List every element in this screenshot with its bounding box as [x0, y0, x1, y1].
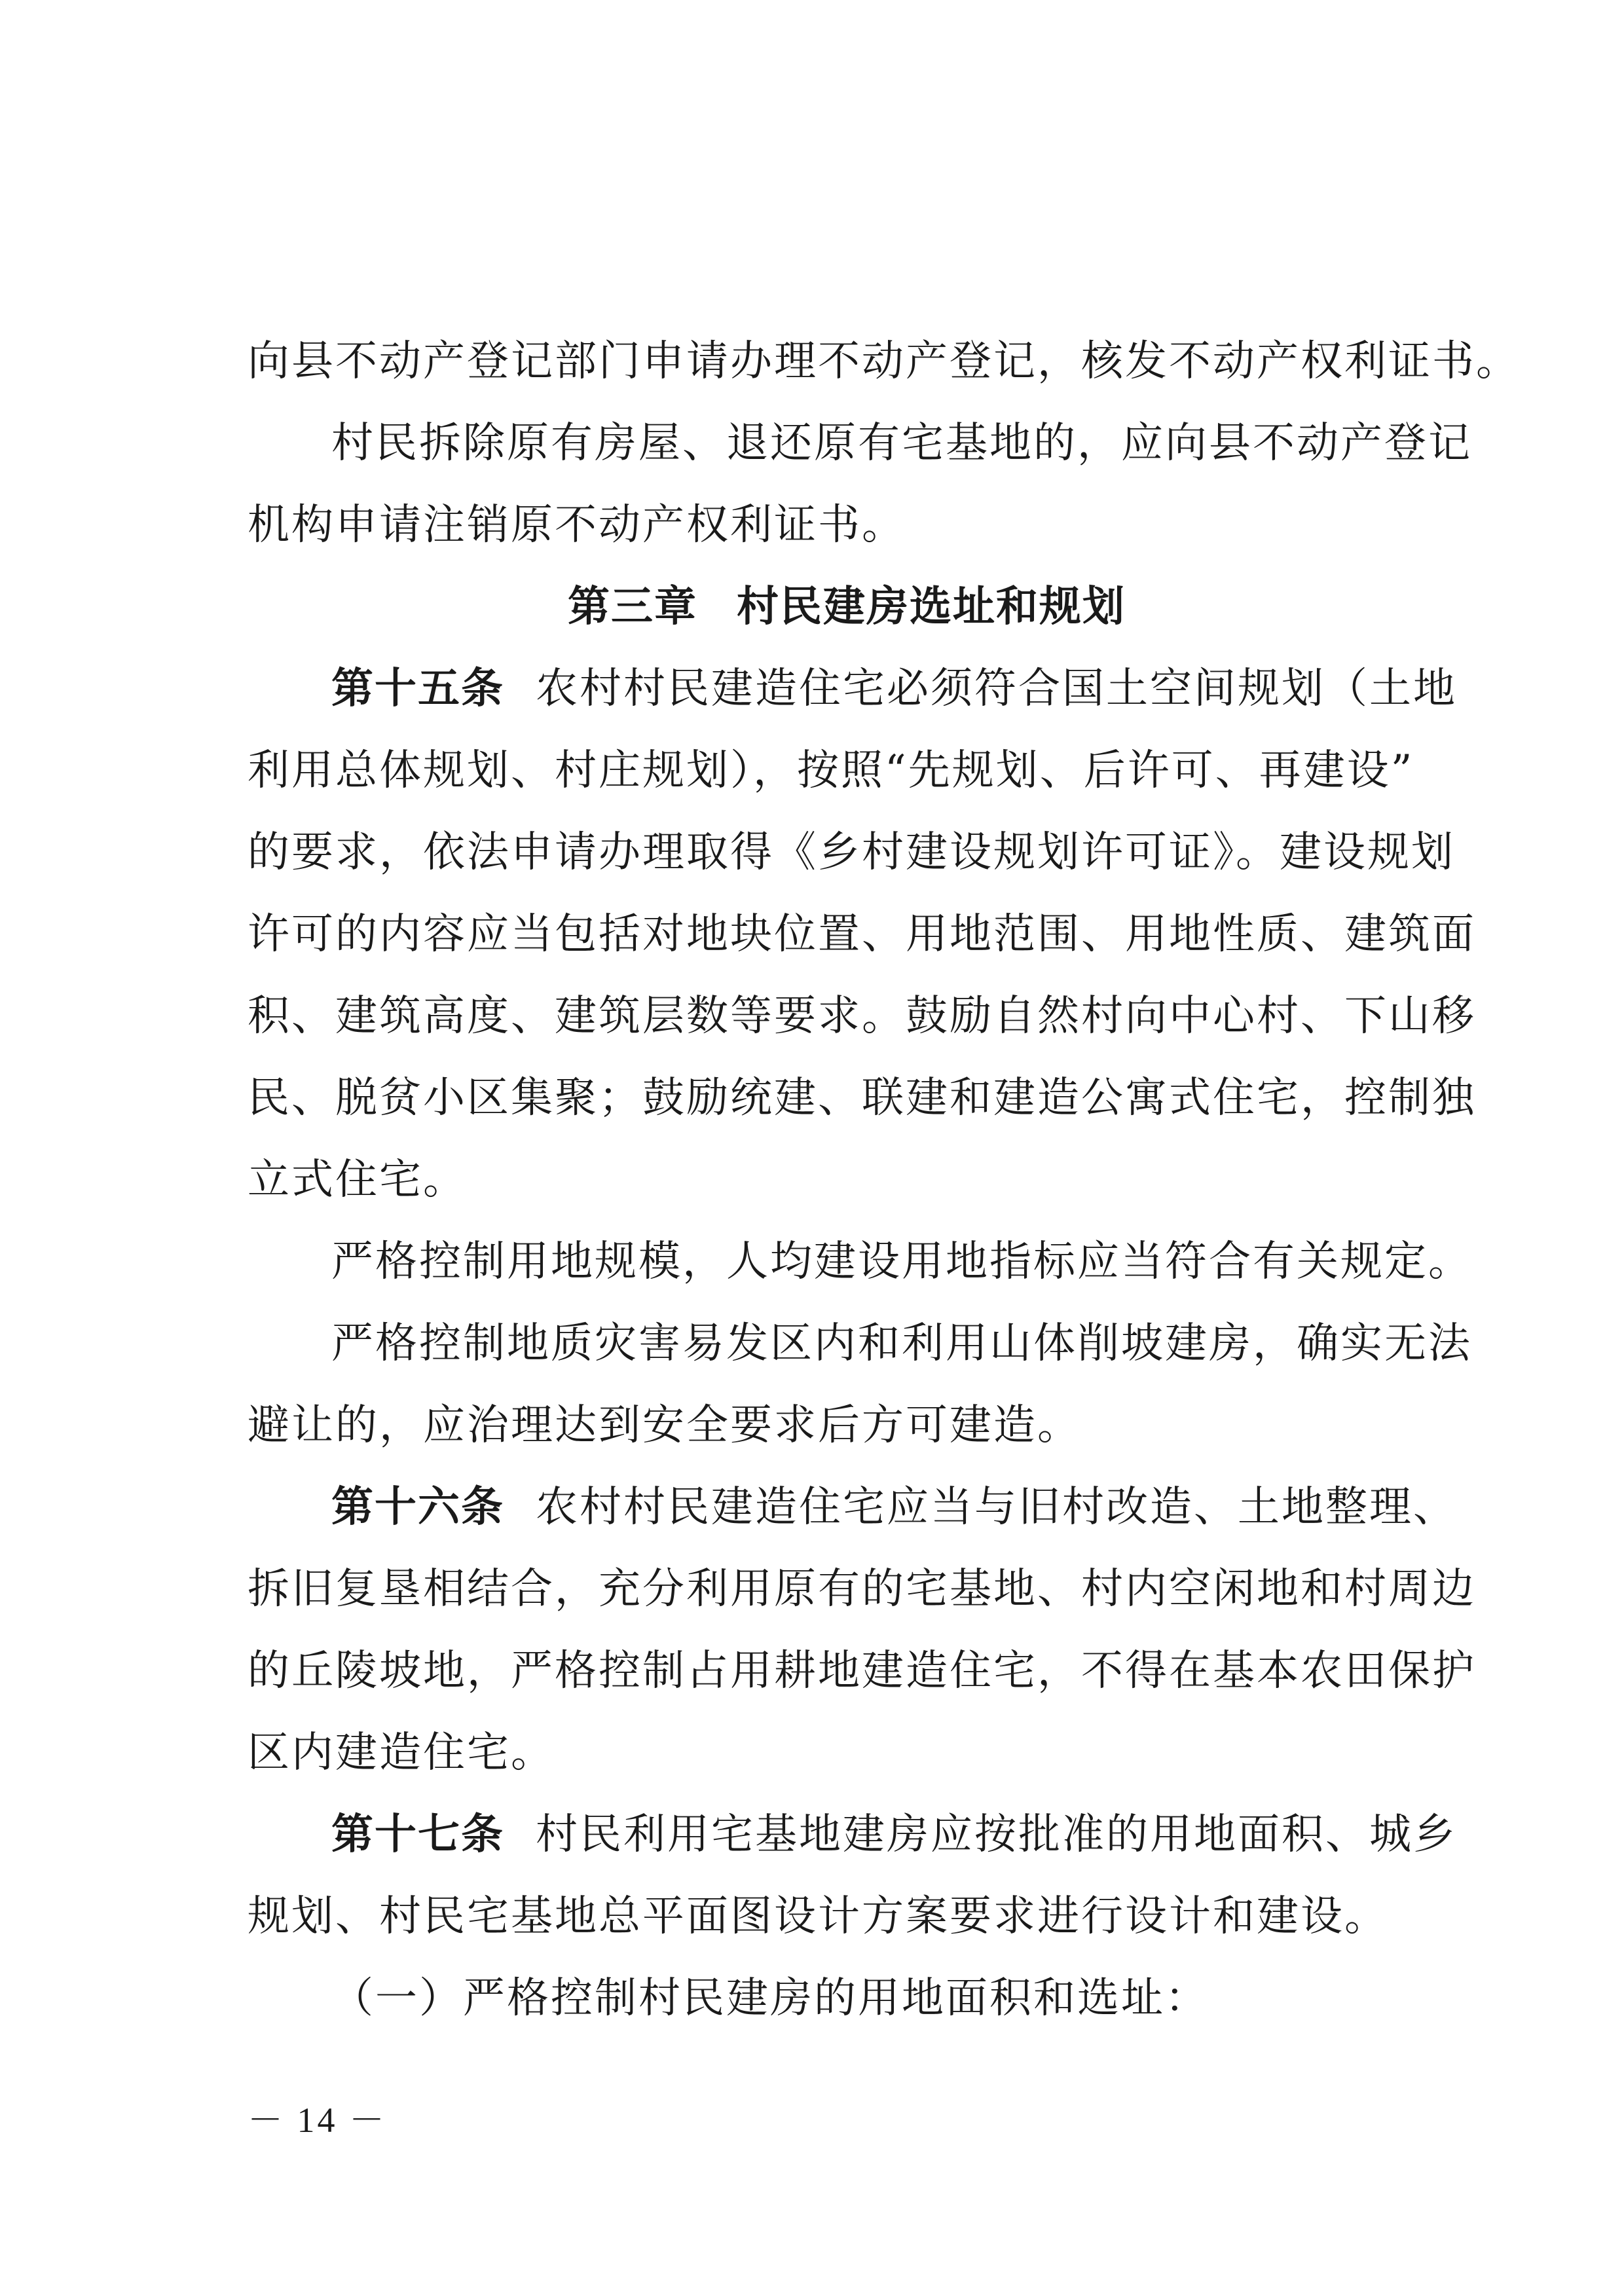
text-line: 村民利用宅基地建房应按批准的用地面积、城乡	[536, 1810, 1457, 1859]
article-first-line	[248, 1794, 1457, 1876]
continuation-paragraph	[248, 321, 1520, 403]
page-number: － 14 －	[248, 2101, 387, 2140]
text-line: 机构申请注销原不动产权利证书。	[248, 501, 906, 549]
text-line: 拆旧复垦相结合，充分利用原有的宅基地、村内空闲地和村周边	[248, 1565, 1476, 1613]
text-line: 许可的内容应当包括对地块位置、用地范围、用地性质、建筑面	[248, 910, 1476, 959]
text-line: 农村村民建造住宅必须符合国土空间规划（土地	[536, 665, 1457, 713]
paragraph-geo-hazard	[248, 1303, 1472, 1467]
text-line: 民、脱贫小区集聚；鼓励统建、联建和建造公寓式住宅，控制独	[248, 1074, 1476, 1122]
chapter-title: 村民建房选址和规划	[737, 583, 1126, 631]
text-line: 严格控制地质灾害易发区内和利用山体削坡建房，确实无法	[331, 1319, 1472, 1368]
article-first-line	[248, 1467, 1457, 1549]
article-16	[248, 1467, 1476, 1794]
text-line: 区内建造住宅。	[248, 1729, 555, 1777]
text-line: 严格控制用地规模，人均建设用地指标应当符合有关规定。	[331, 1238, 1472, 1286]
article-15	[248, 648, 1476, 1221]
text-line: 向县不动产登记部门申请办理不动产登记，核发不动产权利证书。	[248, 337, 1520, 386]
list-item-1	[248, 1958, 1446, 2040]
text-line: 规划、村民宅基地总平面图设计方案要求进行设计和建设。	[248, 1892, 1388, 1941]
chapter-heading	[248, 566, 1446, 648]
chapter-number: 第三章	[568, 583, 697, 631]
text-line: （一）严格控制村民建房的用地面积和选址：	[331, 1974, 1209, 2023]
text-line: 立式住宅。	[248, 1156, 467, 1204]
text-line: 避让的，应治理达到安全要求后方可建造。	[248, 1401, 1081, 1450]
text-line: 村民拆除原有房屋、退还原有宅基地的，应向县不动产登记	[331, 419, 1472, 468]
text-line: 积、建筑高度、建筑层数等要求。鼓励自然村向中心村、下山移	[248, 992, 1476, 1040]
article-title: 第十七条	[331, 1810, 504, 1859]
article-title: 第十五条	[331, 665, 504, 713]
text-line: 农村村民建造住宅应当与旧村改造、土地整理、	[536, 1483, 1457, 1532]
text-line: 的要求，依法申请办理取得《乡村建设规划许可证》。建设规划	[248, 828, 1455, 877]
document-body	[248, 321, 1520, 2040]
article-title: 第十六条	[331, 1483, 504, 1532]
paragraph-land-scale	[248, 1221, 1472, 1303]
article-17	[248, 1794, 1457, 1958]
text-line: 利用总体规划、村庄规划），按照“先规划、后许可、再建设”	[248, 746, 1414, 795]
paragraph-demolish	[248, 403, 1472, 566]
article-first-line	[248, 648, 1457, 730]
text-line: 的丘陵坡地，严格控制占用耕地建造住宅，不得在基本农田保护	[248, 1647, 1476, 1695]
